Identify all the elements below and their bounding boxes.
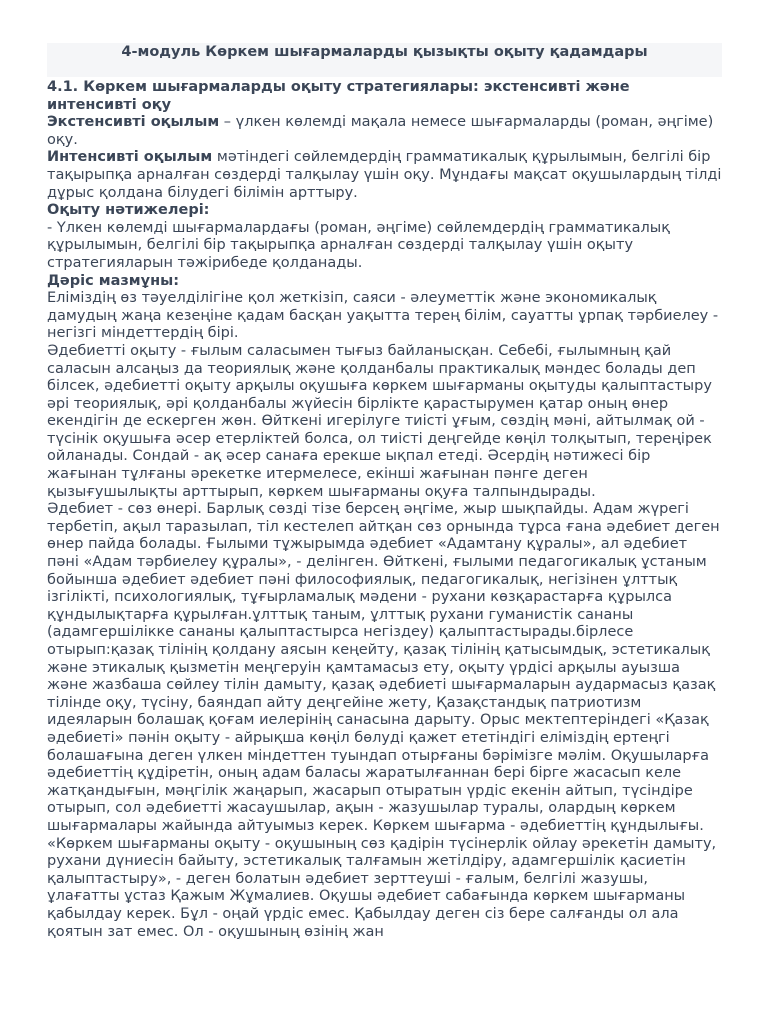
lecture-paragraph: «Көркем шығарманы оқыту - оқушының сөз қадірін түсінерлік ойлау әрекетін дамыту, рухани дүниесін байыту, эстетикалық талғамын жетілдіру, адамгершілік қасиетін қалыптастыру», - деген болатын әдебиет зерттеуші - ғалым, белгілі жазушы, ұлағатты ұстаз Қажым Жұмалиев. Оқушы әдебиет сабағында көркем шығарманы қабылдау керек. Бұл - оңай үрдіс емес. Қабылдау деген сіз бере салғанды ол ала қоятын зат емес. Ол - оқушының өзінің жан bbox=[47, 835, 717, 940]
lecture-paragraph: Еліміздің өз тәуелділігіне қол жеткізіп, саяси - әлеуметтік және экономикалық дамудың жаңа кезеңіне қадам басқан уақытта терең білім, сауатты ұрпақ тәрбиелеу - негізгі міндеттердің бірі. bbox=[47, 290, 719, 342]
lecture-heading: Дәріс мазмұны: bbox=[47, 272, 180, 289]
extensive-reading-paragraph bbox=[47, 114, 722, 149]
section-heading: 4.1. Көркем шығармаларды оқыту стратегиялары: экстенсивті және интенсивті оқу bbox=[47, 79, 630, 113]
results-heading: Оқыту нәтижелері: bbox=[47, 202, 210, 219]
results-text: - Үлкен көлемді шығармалардағы (роман, әңгіме) сөйлемдердің грамматикалық құрылымын, белгілі бір тақырыпқа арналған сөздерді талқылау үшін оқыту стратегияларын тәжірибеде қолданады. bbox=[47, 219, 671, 271]
document-page bbox=[47, 43, 722, 941]
lecture-paragraph: Әдебиетті оқыту - ғылым саласымен тығыз байланысқан. Себебі, ғылымның қай саласын алсаңыз да теориялық және қолданбалы практикалық мәндес болады деп білсек, әдебиетті оқыту арқылы оқушыға көркем шығарманы оқытуды қалыптастыру әрі теориялық, әрі қолданбалы жүйесін бірлікте қарастырумен қатар оның өнер екендігін де ескерген жөн. Өйткені игерілуге тиісті ұғым, сөздің мәні, айтылмақ ой - түсінік оқушыға әсер етерліктей болса, ол тиісті деңгейде көңіл толқытып, тереңірек ойланады. Сондай - ақ әсер санаға ерекше ықпал етеді. Әсердің нәтижесі бір жағынан тұлғаны әрекетке итермелесе, екінші жағынан пәнге деген қызығушылықты арттырып, көркем шығарманы оқуға талпындырады. bbox=[47, 342, 712, 500]
extensive-reading-term: Экстенсивті оқылым bbox=[47, 114, 220, 131]
intensive-reading-definition: мәтіндегі сөйлемдердің грамматикалық құрылымын, белгілі бір тақырыпқа арналған сөздерді талқылау үшін оқу. Мұндағы мақсат оқушылардың тілді дұрыс қолдана білудегі білімін арттыру. bbox=[47, 149, 722, 201]
extensive-reading-definition: – үлкен көлемді мақала немесе шығармаларды (роман, әңгіме) оқу. bbox=[47, 114, 714, 148]
intensive-reading-paragraph bbox=[47, 149, 722, 202]
intensive-reading-term: Интенсивті оқылым bbox=[47, 149, 213, 166]
lecture-paragraph: Әдебиет - сөз өнері. Барлық сөзді тізе берсең әңгіме, жыр шықпайды. Адам жүрегі тербетіп, ақыл таразылап, тіл кестелеп айтқан сөз орнында тұрса ғана әдебиет деген өнер пайда болады. Ғылыми тұжырымда әдебиет «Адамтану құралы», ал әдебиет пәні «Адам тәрбиелеу құралы», - делінген. Өйткені, ғылыми педагогикалық ұстаным бойынша әдебиет әдебиет пәні философиялық, педагогикалық, негізінен ұлттық ізгілікті, психологиялық, тұғырламалық мәдени - рухани көзқарастарға құрылса құндылықтарға құрылған.ұлттық таным, ұлттық рухани гуманистік сананы (адамгершілікке сананы қалыптастырса негіздеу) қалыптастырады.бірлесе отырып:қазақ тілінің қолдану аясын кеңейту, қазақ тілінің қатысымдық, эстетикалық және этикалық қызметін меңгеруін қамтамасыз ету, оқыту үрдісі арқылы ауызша және жазбаша сөйлеу тілін дамыту, қазақ әдебиеті шығармаларын аудармасыз қазақ тілінде оқу, түсіну, баяндап айту деңгейіне жету, Қазақстандық патриотизм идеяларын болашақ қоғам иелерінің санасына дарыту. Орыс мектептеріндегі «Қазақ әдебиеті» пәнін оқыту - айрықша көңіл бөлуді қажет ететіндігі еліміздің ертеңгі болашағына деген үлкен міндеттен туындап отырғаны бәрімізге мәлім. Оқушыларға әдебиеттің құдіретін, оның адам баласы жаратылғаннан бері бірге жасасып келе жатқандығын, мәңгілік жаңарып, жасарып отыратын үрдіс екенін айтып, түсіндіре отырып, сол әдебиетті жасаушылар, ақын - жазушылар туралы, олардың көркем шығармалары жайында айтуымыз керек. Көркем шығарма - әдебиеттің құндылығы. bbox=[47, 501, 720, 834]
module-title: 4-модуль Көркем шығармаларды қызықты оқыту қадамдары bbox=[47, 43, 722, 77]
